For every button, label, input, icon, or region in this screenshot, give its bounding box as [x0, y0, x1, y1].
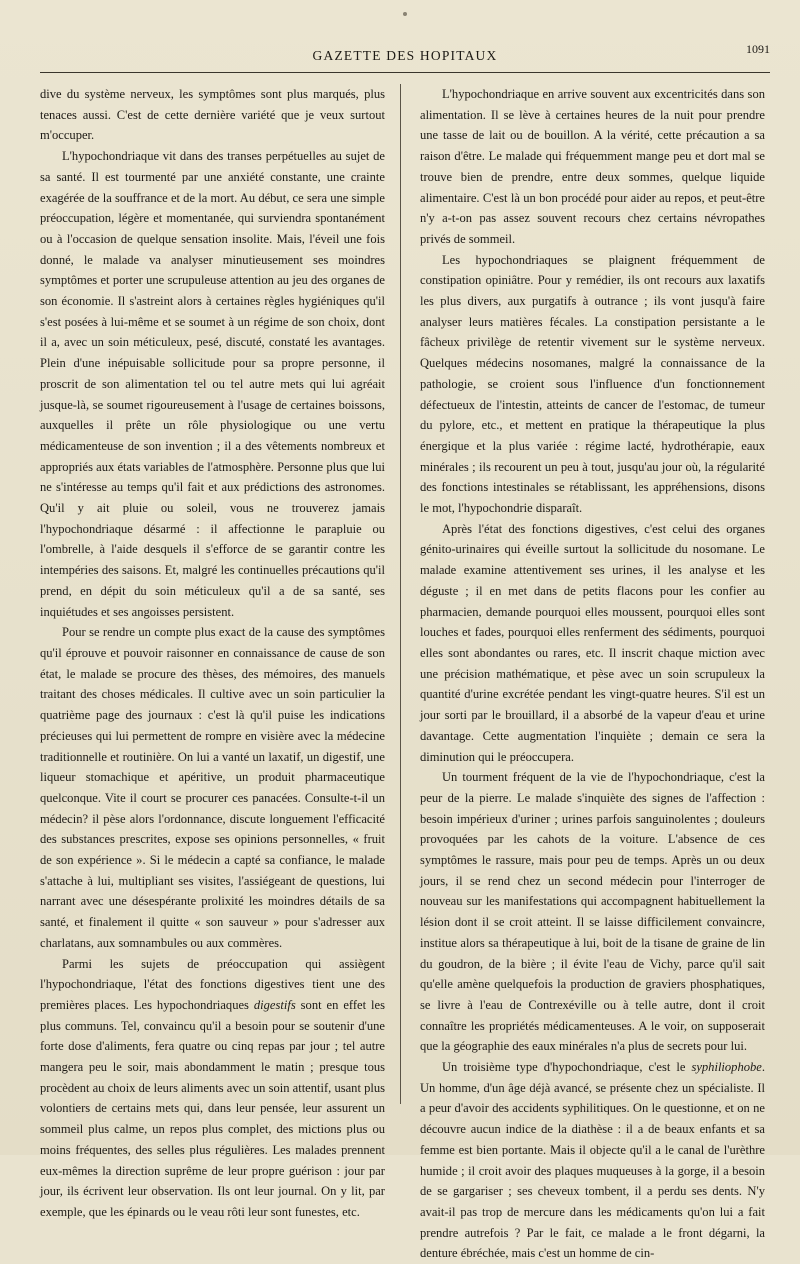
paragraph: dive du système nerveux, les symptômes sont plus marqués, plus tenaces aussi. C'est de cette dernière variété que je veux surtout m'occuper. [40, 87, 385, 143]
paragraph: Un troisième type d'hypochondriaque, c'est le syphiliophobe. Un homme, d'un âge déjà avancé, se présente chez un spécialiste. Il a peur d'avoir des accidents syphilitiques. On le questionne, et on ne découvre aucun indice de la diathèse : il a de beaux enfants et sa femme est bien portante. Mais il objecte qu'il a le canal de l'urèthre humide ; il croit avoir des plaques muqueuses à la gorge, il a besoin de se gargariser ; ses cheveux tombent, il a perdu ses dents. N'y avait-il pas trop de mercure dans les médicaments qu'on lui a fait prendre autrefois ? Par le fait, ce malade a le front dégarni, la denture ébréchée, mais c'est un homme de cin- [420, 1060, 765, 1261]
page-header [40, 42, 770, 72]
paragraph: L'hypochondriaque en arrive souvent aux excentricités dans son alimentation. Il se lève à certaines heures de la nuit pour prendre une tasse de lait ou de bouillon. A la vérité, cette précaution a sa raison d'être. Le malade qui fréquemment mange peu et dort mal se trouve bien de prendre, entre deux sommes, quelque liquide alimentaire. C'est là un bon procédé pour aider au repos, et peut-être n'y a-t-on pas assez souvent recours chez certains névropathes privés de sommeil. [420, 87, 765, 246]
ink-speck [403, 12, 407, 16]
running-title: GAZETTE DES HOPITAUX [312, 48, 498, 63]
italic-term: syphiliophobe [691, 1060, 762, 1075]
paragraph: Un tourment fréquent de la vie de l'hypochondriaque, c'est la peur de la pierre. Le malade s'inquiète des signes de l'affection : besoin impérieux d'uriner ; urines parfois sanguinolentes ; douleurs provoquées par les cahots de la voiture. L'absence de ces symptômes le rassure, mais pour peu de temps. Après un ou deux jours, il se rend chez un second médecin pour l'interroger de nouveau sur les manifestations qui accompagnent habituellement la lésion dont il se croit atteint. Il se laisse difficilement convaincre, institue alors sa thérapeutique à lui, boit de la tisane de graine de lin du goudron, de la bière ; il évite l'eau de Vichy, parce qu'il sait qu'elle amène quelquefois la production de graviers phosphatiques, se livre à l'eau de Contrexéville ou à telle autre, dont il croit connaître les propriétés médicamenteuses. A le voir, on supposerait que la géographie des eaux minérales n'a plus de secrets pour lui. [420, 770, 765, 1054]
paragraph: L'hypochondriaque vit dans des transes perpétuelles au sujet de sa santé. Il est tourmenté par une anxiété constante, une crainte exagérée de la souffrance et de la mort. Au début, ce sera une simple préoccupation, légère et momentanée, qui surviendra spontanément ou à l'occasion de quelque sensation insolite. Mais, l'éveil une fois donné, le malade va analyser minutieusement ses moindres symptômes et porter une scrupuleuse attention au jeu des organes de son économie. Il s'astreint alors à certaines règles hygiéniques qu'il s'est posées à lui-même et se soumet à un régime de son choix, dont il a, avec un soin méticuleux, pesé, discuté, constaté les avantages. Plein d'une inépuisable sollicitude pour sa propre personne, il proscrit de son alimentation tel ou tel autre mets qui lui agréait jusque-là, se soumet rigoureusement à l'usage de certaines boissons, auxquelles il prête un rôle physiologique ou une vertu médicamenteuse de son invention ; il a des vêtements nombreux et appropriés aux états variables de l'atmosphère. Personne plus que lui ne s'intéresse au temps qu'il fait et aux prédictions des astronomes. Qu'il y ait pluie ou soleil, vous ne trouverez jamais l'hypochondriaque désarmé : il affectionne le parapluie ou l'ombrelle, à l'aide desquels il s'efforce de se garantir contre les intempéries des saisons. Et, malgré les continuelles précautions qu'il prend, en dépit du soin méticuleux qu'il a de sa santé, ses inquiétudes et ses angoisses persistent. [40, 149, 385, 619]
paragraph: Pour se rendre un compte plus exact de la cause des symptômes qu'il éprouve et pouvoir raisonner en connaissance de cause de son état, le malade se procure des thèses, des mémoires, des manuels traitant des choses médicales. Il cultive avec un soin particulier la quatrième page des journaux : c'est là qu'il puise les indications précieuses qui lui permettent de rompre en visière avec la médecine traditionnelle et routinière. On lui a vanté un laxatif, un digestif, une liqueur stomachique et apéritive, un produit pharmaceutique quelconque. Vite il court se procurer ces panacées. Consulte-t-il un médecin? il pèse alors l'ordonnance, discute longuement l'efficacité des substances prescrites, expose ses opinions personnelles, « fruit de son expérience ». Si le médecin a capté sa confiance, le malade s'attache à lui, multipliant ses visites, l'assiégeant de questions, lui narrant avec une désespérante prolixité les moindres détails de sa santé, et finalement il quitte « son sauveur » pour s'adresser aux charlatans, aux somnambules ou aux commères. [40, 625, 385, 950]
paragraph: Les hypochondriaques se plaignent fréquemment de constipation opiniâtre. Pour y remédier, ils ont recours aux laxatifs les plus divers, aux purgatifs à outrance ; ils vont jusqu'à faire analyser leurs matières fécales. La constipation persistante a le fâcheux privilège de retentir vivement sur le système nerveux. Quelques médecins nosomanes, malgré la connaissance de la pathologie, se croient sous l'influence d'un fonctionnement défectueux de l'intestin, atteints de cancer de l'estomac, de tumeur du pylore, etc., et mettent en pratique la thérapeutique la plus énergique et la plus variée : régime lacté, hydrothérapie, eaux minérales ; ils recourent un peu à tout, jusqu'au jour où, la régularité des fonctions intestinales se rétablissant, les appréhensions, disons le mot, l'hypochondrie disparaît. [420, 252, 765, 516]
italic-term: digestifs [253, 997, 296, 1012]
paragraph: Après l'état des fonctions digestives, c'est celui des organes génito-urinaires qui éveille surtout la sollicitude du nosomane. Le malade examine attentivement ses urines, il les analyse et les déguste ; il en met dans de petits flacons pour les confier au pharmacien, demande pourquoi elles moussent, pourquoi elles sont louches et fades, pourquoi elles renferment des sédiments, pourquoi elles sont abondantes ou rares, etc. Il inscrit chaque miction avec une précision mathématique, et pèse avec un soin scrupuleux la quantité d'urine excrétée pendant les vingt-quatre heures. S'il est un jour sorti par le brouillard, il a absorbé de la vapeur d'eau et urine davantage. Cette augmentation l'inquiète ; demain ce sera la diminution qui le préoccupera. [420, 521, 765, 764]
paragraph: Parmi les sujets de préoccupation qui assiègent l'hypochondriaque, l'état des fonctions digestives tient une des premières places. Les hypochondriaques digestifs sont en effet les plus communs. Tel, convaincu qu'il a besoin pour se soutenir d'une forte dose d'aliments, fera quatre ou cinq repas par jour ; tel autre mangera peu le soir, mais abondamment le matin ; presque tous procèdent au choix de leurs aliments avec un soin attentif, usant plus volontiers de certains mets qui, dans leur pensée, leur assurent un sommeil plus calme, un repos plus complet, des mictions plus ou moins fréquentes, des selles plus régulières. Les malades prennent eux-mêmes la direction suprême de leur propre guérison : jour par jour, ils écrivent leur observation. Ils ont leur journal. On y lit, par exemple, que les épinards ou le veau rôti leur sont funestes, etc. [40, 956, 385, 1219]
left-column [40, 84, 385, 1223]
page-number: 1091 [746, 42, 770, 56]
column-rule [400, 84, 401, 1104]
right-column [420, 84, 765, 1264]
header-rule [40, 72, 770, 73]
